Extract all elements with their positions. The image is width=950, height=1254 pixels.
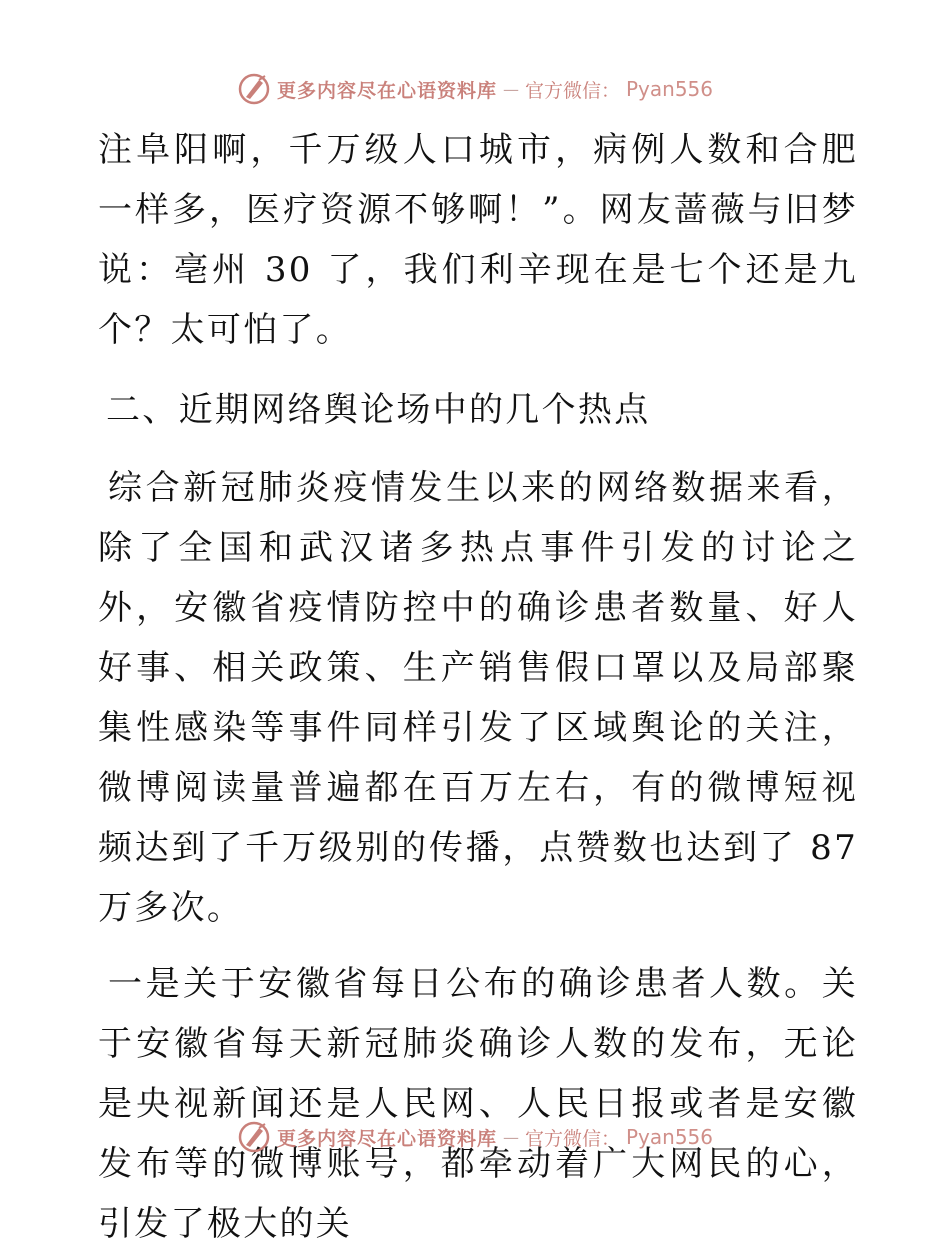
document-body [98,120,858,1254]
paragraph-overview [98,458,858,938]
header-watermark [0,72,950,106]
quill-logo-icon [237,1120,271,1154]
paragraph-continued: 注阜阳啊，千万级人口城市，病例人数和合肥一样多，医疗资源不够啊！”。网友蔷薇与旧梦说：亳州 30 了，我们利辛现在是七个还是九个？太可怕了。 [98,130,858,350]
footer-watermark [0,1120,950,1154]
paragraph-point-one-text: 一是关于安徽省每日公布的确诊患者人数。关于安徽省每天新冠肺炎确诊人数的发布，无论是央视新闻还是人民网、人民日报或者是安徽发布等的微博账号，都牵动着广大网民的心，引发了极大的关 [98,964,858,1244]
watermark-dash: — [502,1127,519,1147]
watermark-dash: — [502,79,519,99]
paragraph-overview-text: 综合新冠肺炎疫情发生以来的网络数据来看，除了全国和武汉诸多热点事件引发的讨论之外，安徽省疫情防控中的确诊患者数量、好人好事、相关政策、生产销售假口罩以及局部聚集性感染等事件同样引发了区域舆论的关注，微博阅读量普遍都在百万左右，有的微博短视频达到了千万级别的传播，点赞数也达到了 87 万多次。 [98,468,858,928]
watermark-official-label: 官方微信： [524,79,620,102]
watermark-main-text: 更多内容尽在心语资料库 [276,1127,497,1150]
watermark-wechat-id: Pyan556 [626,77,714,101]
quill-logo-icon [237,72,271,106]
watermark-official-label: 官方微信： [524,1127,620,1150]
watermark-main-text: 更多内容尽在心语资料库 [276,79,497,102]
watermark-wechat-id: Pyan556 [626,1125,714,1149]
section-heading: 二、近期网络舆论场中的几个热点 [106,390,651,430]
paragraph-point-one [98,954,858,1254]
